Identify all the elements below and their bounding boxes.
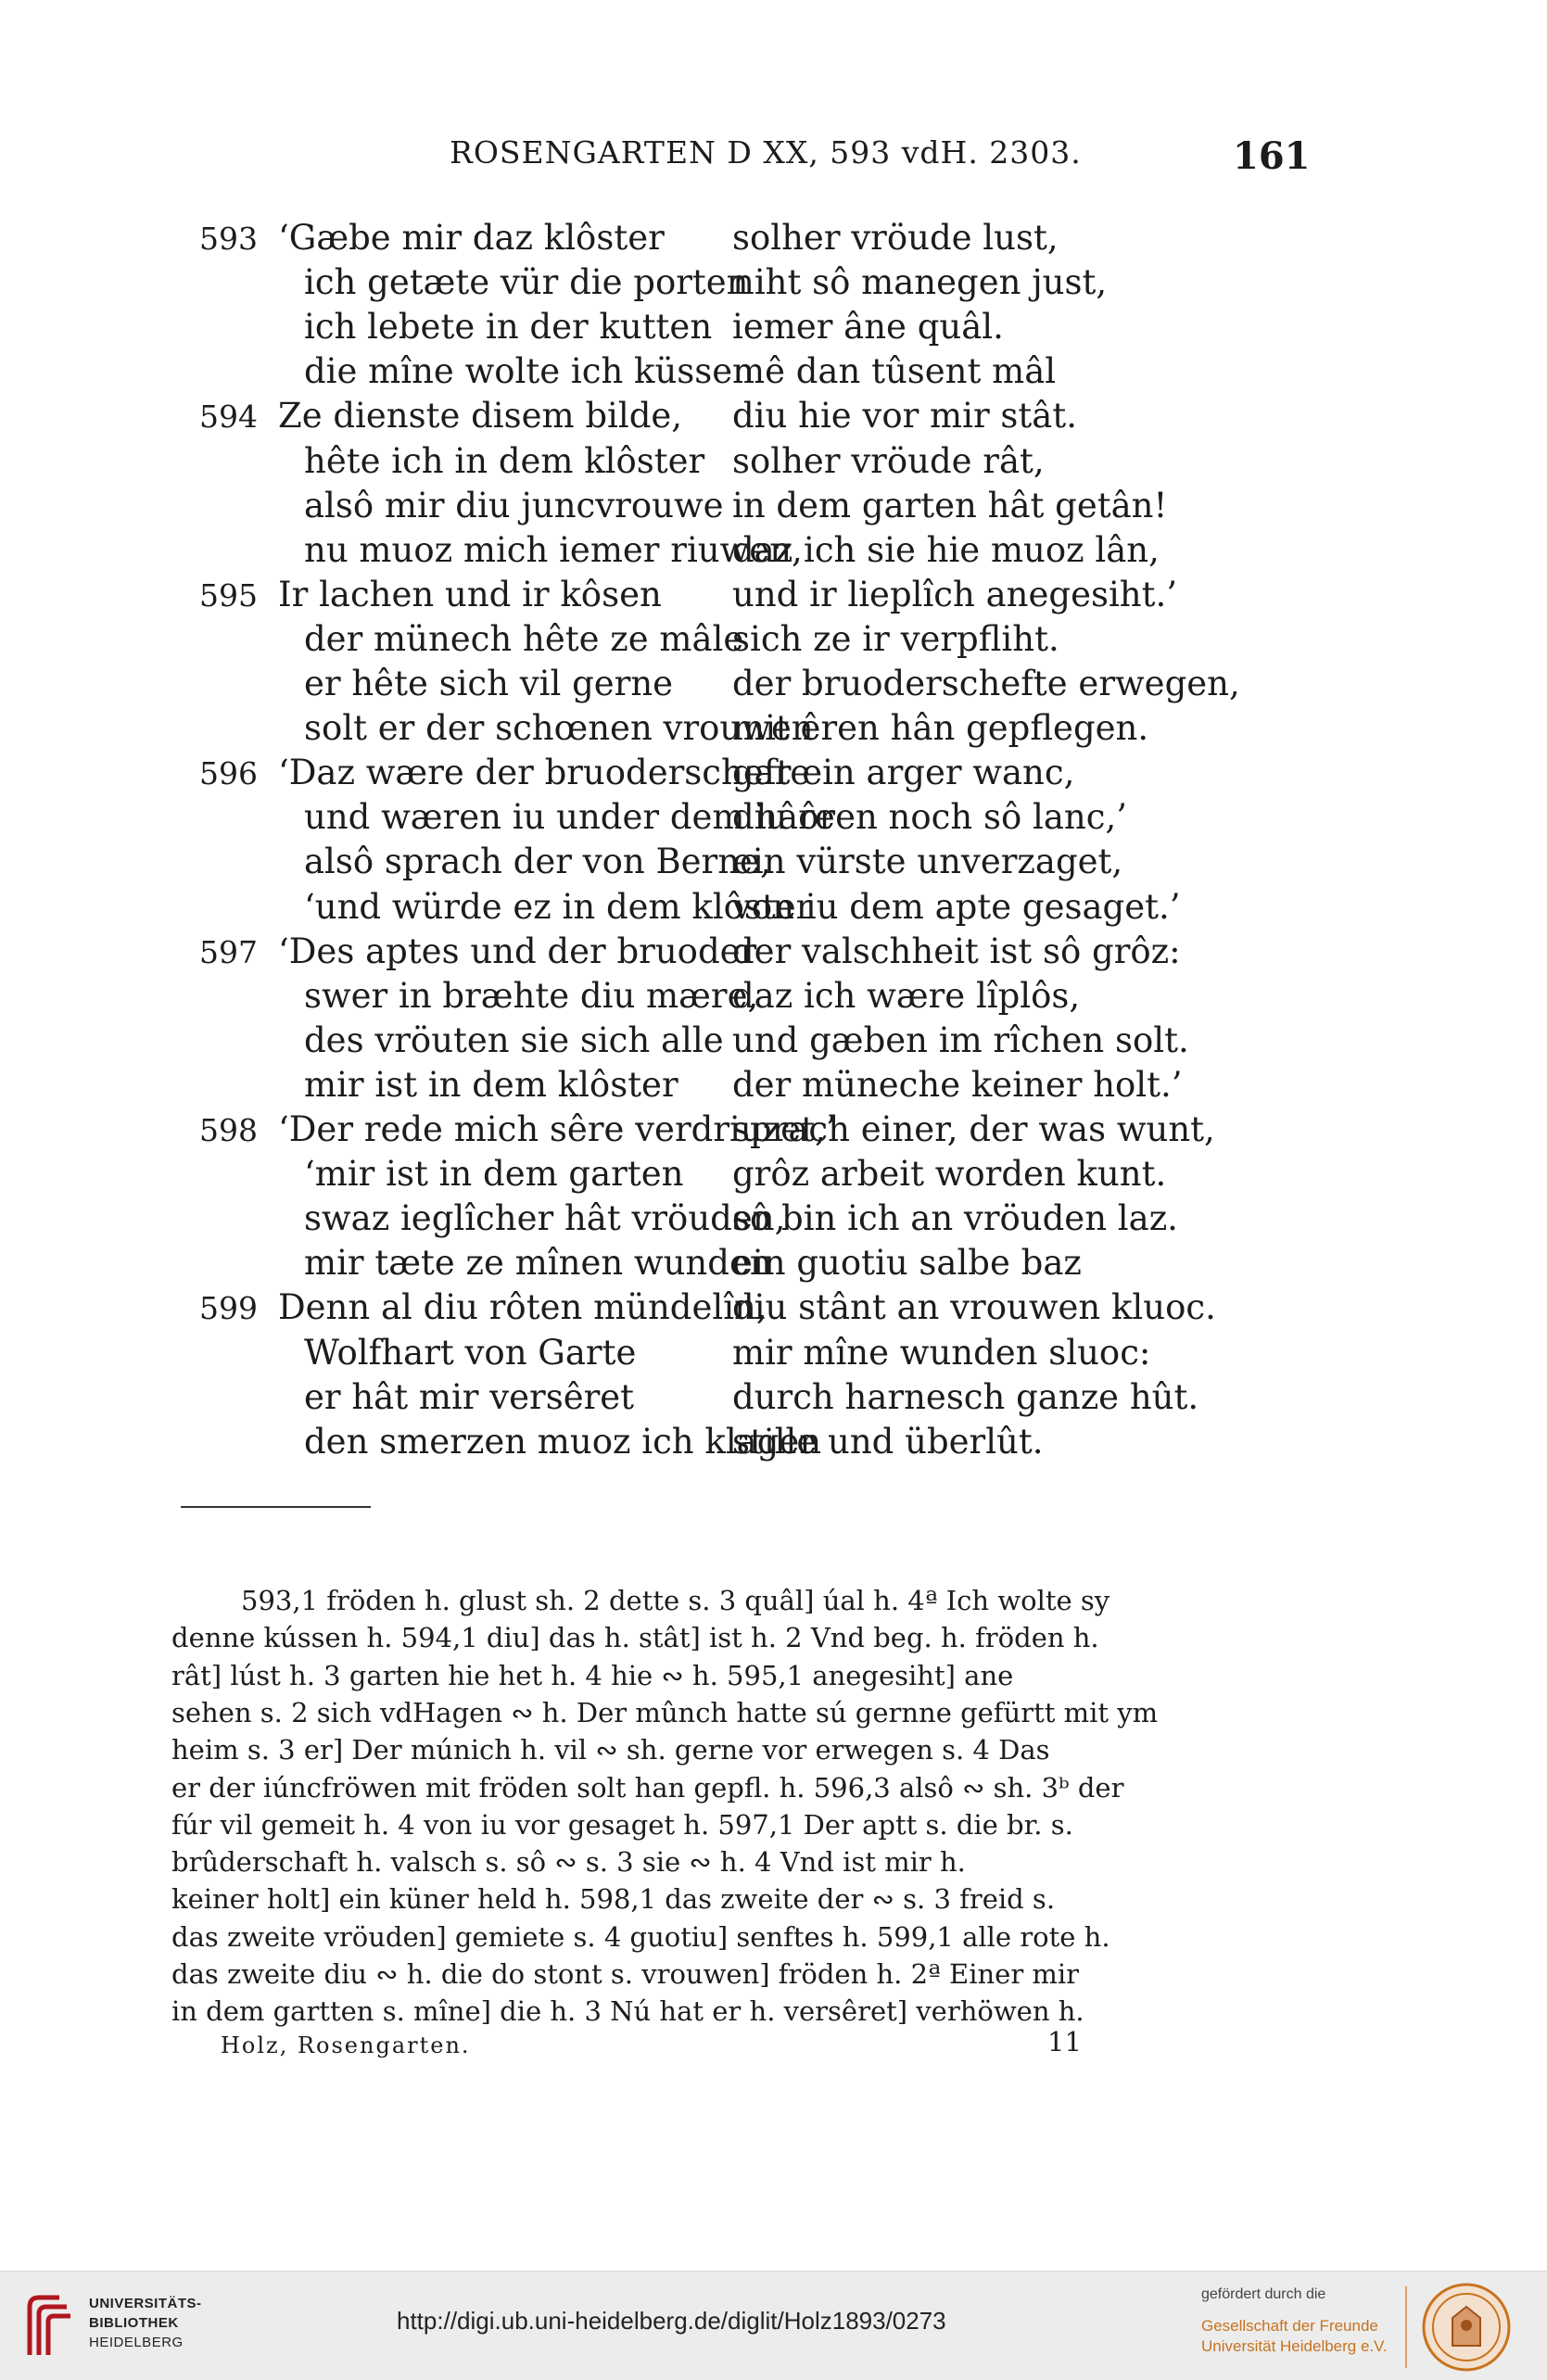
verse-second-half: der bruoderschefte erwegen, — [732, 664, 1240, 703]
verse-first-half: ich getæte vür die porten — [304, 262, 749, 303]
apparatus-line: das zweite diu ∾ h. die do stont s. vrouwen] fröden h. 2ª Einer mir — [171, 1958, 1080, 1990]
verse-first-half: nu muoz mich iemer riuwen, — [304, 529, 803, 570]
verse-second-half: solher vröude lust, — [732, 218, 1059, 258]
verse-line — [0, 530, 1547, 575]
verse-line — [0, 753, 1547, 797]
society-name: Gesellschaft der Freunde Universität Heidelberg e.V. — [1201, 2317, 1388, 2355]
verse-line — [0, 351, 1547, 396]
verse-line — [0, 1020, 1547, 1065]
verse-second-half: niht sô manegen just, — [732, 262, 1108, 303]
verse-second-half: sprach einer, der was wunt, — [732, 1109, 1215, 1149]
verse-line — [0, 887, 1547, 931]
verse-first-half: ‘Gæbe mir daz klôster — [278, 218, 665, 258]
verse-second-half: ein vürste unverzaget, — [732, 842, 1123, 882]
verse-second-half: daz ich sie hie muoz lân, — [732, 529, 1160, 570]
verse-first-half: der münech hête ze mâle — [304, 618, 744, 659]
verse-second-half: gar ein arger wanc, — [732, 753, 1075, 793]
apparatus-line: denne kússen h. 594,1 diu] das h. stât] ist h. 2 Vnd beg. h. fröden h. — [171, 1622, 1099, 1654]
verse-second-half: diu stânt an vrouwen kluoc. — [732, 1287, 1216, 1328]
signature-number: 11 — [1047, 2026, 1082, 2057]
stanza-number: 599 — [199, 1290, 258, 1327]
funded-by-label: gefördert durch die — [1201, 2286, 1326, 2302]
verse-first-half: ‘Daz wære der bruoderschefte — [278, 753, 811, 793]
verse-first-half: swer in bræhte diu mære, — [304, 975, 759, 1016]
verse-second-half: stille und überlût. — [732, 1421, 1044, 1462]
running-head: ROSENGARTEN D XX, 593 vdH. 2303. — [450, 134, 1082, 171]
university-seal-icon — [1420, 2281, 1513, 2374]
verse-line — [0, 1065, 1547, 1109]
verse-first-half: Ze dienste disem bilde, — [278, 396, 683, 437]
verse-second-half: durch harnesch ganze hût. — [732, 1376, 1199, 1417]
library-name: UNIVERSITÄTS- BIBLIOTHEK HEIDELBERG — [89, 2296, 202, 2350]
verse-second-half: mit êren hân gepflegen. — [732, 708, 1149, 749]
apparatus-line: rât] lúst h. 3 garten hie het h. 4 hie ∾ h. 595,1 anegesiht] ane — [171, 1659, 1014, 1691]
verse-line — [0, 396, 1547, 440]
verse-second-half: solher vröude rât, — [732, 440, 1045, 481]
printer-signature: Holz, Rosengarten. — [221, 2032, 471, 2058]
verse-first-half: und wæren iu under dem hâre — [304, 797, 835, 838]
verse-line — [0, 1333, 1547, 1377]
verse-line — [0, 1154, 1547, 1198]
verse-line — [0, 1109, 1547, 1154]
verse-line — [0, 708, 1547, 753]
stanza-number: 596 — [199, 755, 258, 792]
verse-line — [0, 486, 1547, 530]
verse-first-half: Ir lachen und ir kôsen — [278, 574, 662, 614]
footnote-rule — [181, 1506, 371, 1508]
verse-first-half: alsô mir diu juncvrouwe — [304, 485, 724, 525]
permalink-url[interactable]: http://digi.ub.uni-heidelberg.de/diglit/Holz1893/0273 — [397, 2307, 946, 2335]
verse-line — [0, 797, 1547, 842]
verse-second-half: in dem garten hât getân! — [732, 485, 1168, 525]
library-logo-icon — [22, 2290, 76, 2362]
verse-second-half: und ir lieplîch anegesiht.’ — [732, 574, 1178, 614]
verse-line — [0, 664, 1547, 708]
verse-line — [0, 1243, 1547, 1287]
verse-line — [0, 1422, 1547, 1466]
verse-second-half: grôz arbeit worden kunt. — [732, 1154, 1167, 1195]
verse-line — [0, 976, 1547, 1020]
verse-second-half: ein guotiu salbe baz — [732, 1243, 1082, 1284]
verse-first-half: Denn al diu rôten mündelîn, — [278, 1287, 767, 1328]
verse-line — [0, 619, 1547, 664]
verse-line — [0, 1287, 1547, 1332]
stanza-number: 597 — [199, 933, 258, 970]
verse-first-half: solt er der schœnen vrouwen — [304, 708, 814, 749]
verse-first-half: mir tæte ze mînen wunden — [304, 1243, 772, 1284]
verse-first-half: ‘Der rede mich sêre verdriuzet,’ — [278, 1109, 837, 1149]
apparatus-line: heim s. 3 er] Der múnich h. vil ∾ sh. gerne vor erwegen s. 4 Das — [171, 1734, 1050, 1766]
verse-second-half: diu hie vor mir stât. — [732, 396, 1077, 437]
verse-first-half: den smerzen muoz ich klagen — [304, 1421, 822, 1462]
verse-first-half: mir ist in dem klôster — [304, 1064, 678, 1105]
verse-line — [0, 1377, 1547, 1422]
apparatus-line: fúr vil gemeit h. 4 von iu vor gesaget h. 597,1 Der aptt s. die br. s. — [171, 1808, 1073, 1841]
apparatus-line: keiner holt] ein küner held h. 598,1 das zweite der ∾ s. 3 freid s. — [171, 1883, 1056, 1916]
verse-second-half: mê dan tûsent mâl — [732, 351, 1057, 392]
verse-second-half: und gæben im rîchen solt. — [732, 1019, 1189, 1060]
verse-first-half: ‘Des aptes und der bruoder — [278, 930, 757, 971]
verse-line — [0, 1198, 1547, 1243]
page-header — [185, 134, 1311, 181]
verse-line — [0, 262, 1547, 307]
apparatus-line: er der iúncfröwen mit fröden solt han gepfl. h. 596,3 alsô ∾ sh. 3ᵇ der — [171, 1771, 1124, 1804]
verse-second-half: daz ich wære lîplôs, — [732, 975, 1081, 1016]
verse-first-half: ‘mir ist in dem garten — [304, 1154, 684, 1195]
stanza-number: 598 — [199, 1112, 258, 1148]
stanza-number: 593 — [199, 221, 258, 257]
apparatus-line: in dem gartten s. mîne] die h. 3 Nú hat er h. versêret] verhöwen h. — [171, 1995, 1084, 2028]
stanza-number: 595 — [199, 576, 258, 614]
verse-first-half: ich lebete in der kutten — [304, 307, 713, 348]
apparatus-line: brûderschaft h. valsch s. sô ∾ s. 3 sie ∾ h. 4 Vnd ist mir h. — [171, 1846, 966, 1879]
verse-first-half: ‘und würde ez in dem klôster — [304, 886, 813, 927]
verse-first-half: er hête sich vil gerne — [304, 664, 674, 703]
apparatus-line: 593,1 fröden h. glust sh. 2 dette s. 3 quâl] úal h. 4ª Ich wolte sy — [241, 1585, 1110, 1616]
verse-second-half: iemer âne quâl. — [732, 307, 1004, 348]
footer-divider — [1405, 2286, 1407, 2368]
verse-second-half: mir mîne wunden sluoc: — [732, 1332, 1151, 1373]
verse-second-half: diu ôren noch sô lanc,’ — [732, 797, 1127, 838]
verse-second-half: der valschheit ist sô grôz: — [732, 930, 1181, 971]
verse-first-half: er hât mir versêret — [304, 1376, 635, 1417]
digitization-footer — [0, 2271, 1547, 2380]
verse-second-half: sô bin ich an vröuden laz. — [732, 1198, 1178, 1239]
apparatus-line: das zweite vröuden] gemiete s. 4 guotiu] senftes h. 599,1 alle rote h. — [171, 1920, 1110, 1953]
verse-second-half: sich ze ir verpfliht. — [732, 618, 1059, 659]
verse-line — [0, 842, 1547, 886]
verse-second-half: der müneche keiner holt.’ — [732, 1064, 1183, 1105]
verse-first-half: die mîne wolte ich küssen — [304, 351, 754, 392]
page-number: 161 — [1233, 134, 1311, 178]
verse-line — [0, 218, 1547, 262]
verse-line — [0, 307, 1547, 351]
verse-line — [0, 441, 1547, 486]
verse-second-half: von iu dem apte gesaget.’ — [732, 886, 1181, 927]
stanza-number: 594 — [199, 399, 258, 436]
verse-line — [0, 575, 1547, 619]
verse-first-half: des vröuten sie sich alle — [304, 1019, 724, 1060]
verse-first-half: hête ich in dem klôster — [304, 440, 705, 481]
verse-line — [0, 931, 1547, 976]
verse-first-half: swaz ieglîcher hât vröuden, — [304, 1198, 786, 1239]
apparatus-line: sehen s. 2 sich vdHagen ∾ h. Der mûnch hatte sú gernne gefürtt mit ym — [171, 1696, 1159, 1728]
verse-first-half: alsô sprach der von Berne, — [304, 842, 771, 882]
verse-first-half: Wolfhart von Garte — [304, 1332, 637, 1373]
